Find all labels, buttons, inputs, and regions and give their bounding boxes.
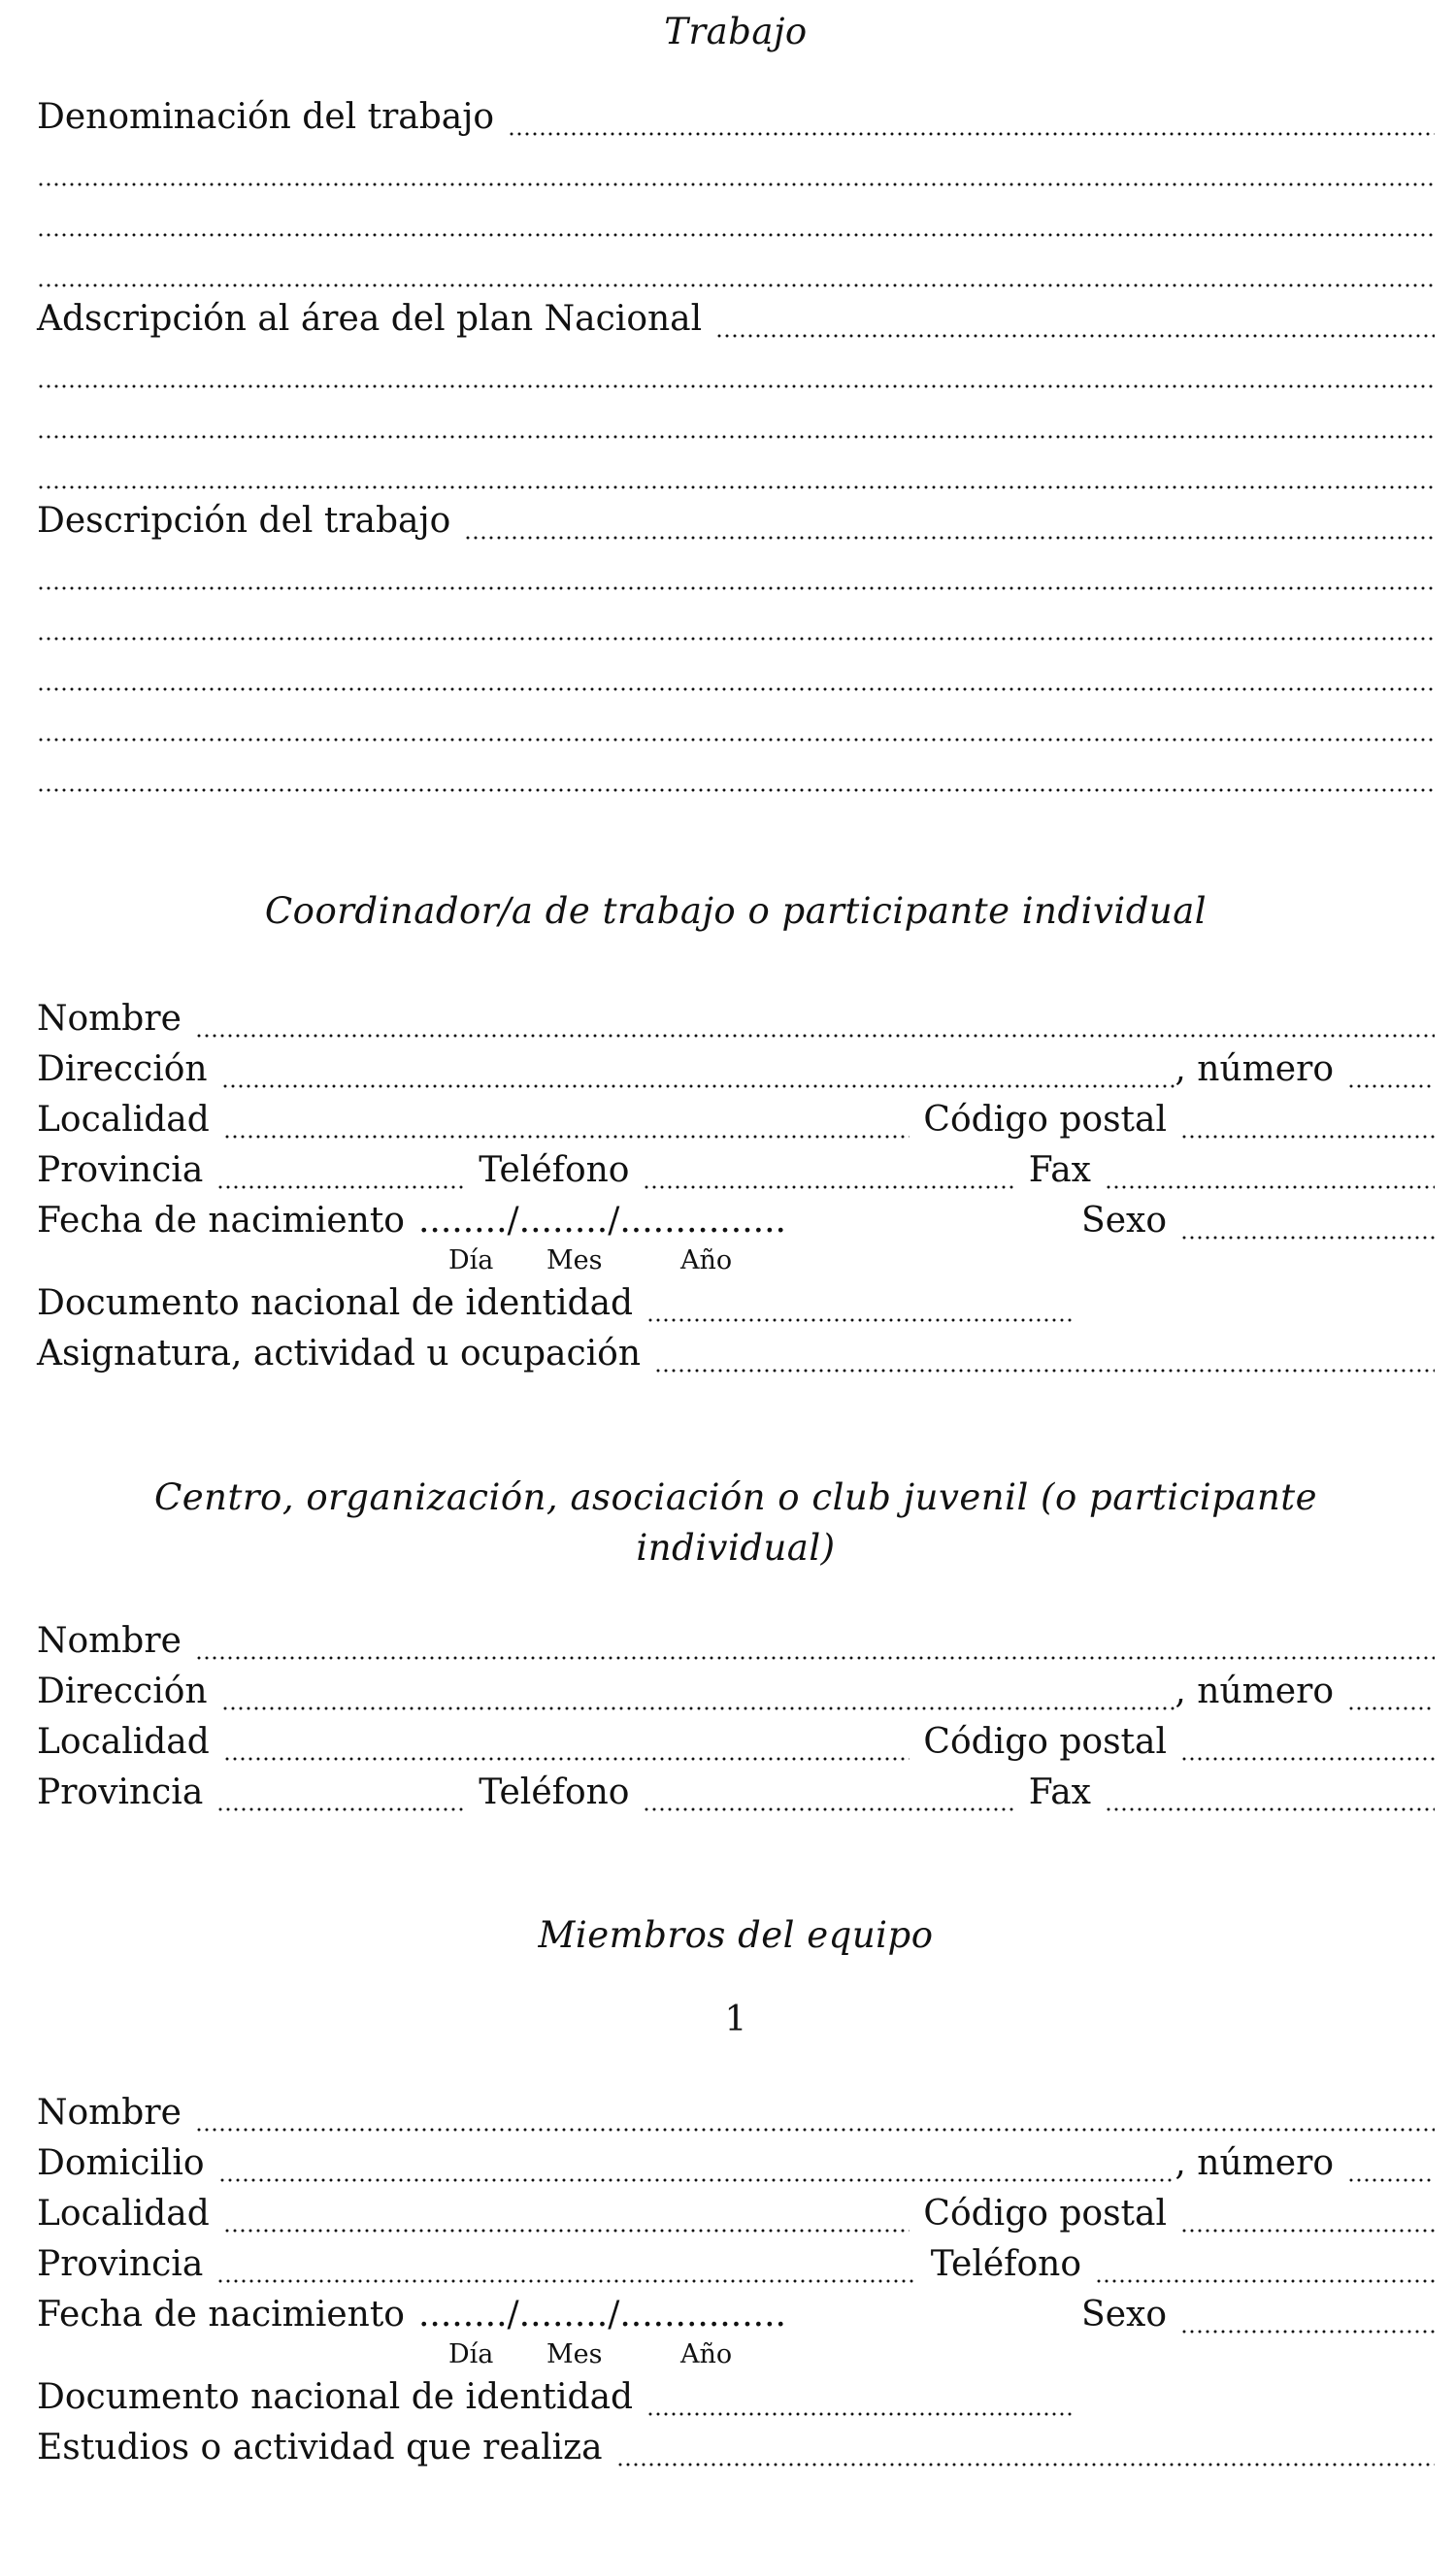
miembro-domicilio-row — [37, 2139, 1435, 2188]
miembro-dia-caption: Día — [448, 2339, 494, 2369]
miembro-localidad-row — [37, 2190, 1435, 2238]
centro-heading-line1: Centro, organización, asociación o club juvenil (o participante — [153, 1476, 1318, 1518]
descripcion-label: Descripción del trabajo — [37, 501, 451, 541]
miembro-sexo-field[interactable] — [1180, 2291, 1435, 2339]
coord-direccion-field[interactable] — [221, 1045, 1175, 1094]
coord-asignatura-label: Asignatura, actividad u ocupación — [37, 1334, 642, 1374]
coord-provincia-row — [37, 1146, 1435, 1195]
coord-provincia-field[interactable] — [216, 1146, 465, 1195]
coord-fecha-label: Fecha de nacimiento — [37, 1201, 405, 1241]
miembro-mes-caption: Mes — [546, 2339, 603, 2369]
coord-direccion-label: Dirección — [37, 1049, 208, 1089]
denominacion-line-4[interactable] — [37, 245, 1435, 293]
centro-direccion-field[interactable] — [221, 1668, 1175, 1716]
centro-heading-line2: individual) — [636, 1527, 836, 1569]
coord-asignatura-row — [37, 1330, 1435, 1378]
miembro-cp-label: Código postal — [923, 2194, 1167, 2234]
coord-fax-field[interactable] — [1105, 1146, 1435, 1195]
coord-dni-row — [37, 1279, 1435, 1328]
coord-localidad-field[interactable] — [223, 1096, 910, 1144]
centro-provincia-field[interactable] — [216, 1769, 465, 1817]
miembro-nombre-label: Nombre — [37, 2093, 182, 2133]
coord-asignatura-field[interactable] — [654, 1330, 1435, 1378]
miembro-numero-label: , número — [1175, 2143, 1334, 2183]
adscripcion-line-2[interactable] — [37, 346, 1435, 394]
coordinador-heading: Coordinador/a de trabajo o participante individual — [264, 890, 1208, 932]
miembro-provincia-label: Provincia — [37, 2244, 204, 2284]
centro-nombre-field[interactable] — [195, 1617, 1435, 1666]
miembro-telefono-label: Teléfono — [930, 2244, 1081, 2284]
descripcion-line-2[interactable] — [37, 547, 1435, 596]
coord-provincia-label: Provincia — [37, 1150, 204, 1190]
centro-telefono-field[interactable] — [643, 1769, 1014, 1817]
centro-direccion-label: Dirección — [37, 1672, 208, 1711]
coord-nombre-field[interactable] — [195, 995, 1435, 1043]
coord-telefono-label: Teléfono — [479, 1150, 630, 1190]
descripcion-row — [37, 497, 1435, 546]
adscripcion-label: Adscripción al área del plan Nacional — [37, 299, 703, 339]
miembros-heading: Miembros del equipo — [538, 1914, 934, 1956]
miembro-estudios-label: Estudios o actividad que realiza — [37, 2428, 603, 2467]
coord-dni-field[interactable] — [646, 1279, 1074, 1328]
centro-cp-label: Código postal — [923, 1722, 1167, 1762]
denominacion-row — [37, 93, 1435, 142]
coord-localidad-label: Localidad — [37, 1100, 210, 1140]
coord-direccion-row — [37, 1045, 1435, 1094]
coord-anio-caption: Año — [680, 1245, 733, 1275]
adscripcion-field[interactable] — [715, 295, 1435, 344]
coord-dia-caption: Día — [448, 1245, 494, 1275]
coord-localidad-row — [37, 1096, 1435, 1144]
coord-numero-label: , número — [1175, 1049, 1334, 1089]
adscripcion-line-4[interactable] — [37, 447, 1435, 495]
denominacion-line-2[interactable] — [37, 144, 1435, 192]
coord-nombre-row — [37, 995, 1435, 1043]
descripcion-line-4[interactable] — [37, 648, 1435, 697]
descripcion-line-6[interactable] — [37, 749, 1435, 798]
miembro-telefono-field[interactable] — [1095, 2240, 1435, 2289]
coord-telefono-field[interactable] — [643, 1146, 1014, 1195]
miembro-cp-field[interactable] — [1180, 2190, 1435, 2238]
centro-provincia-label: Provincia — [37, 1772, 204, 1812]
centro-numero-field[interactable] — [1347, 1668, 1435, 1716]
miembro-domicilio-field[interactable] — [218, 2139, 1175, 2188]
miembro-numero-field[interactable] — [1347, 2139, 1435, 2188]
coord-sexo-label: Sexo — [1081, 1201, 1167, 1241]
miembro-fecha-row — [37, 2291, 1435, 2339]
miembro-provincia-field[interactable] — [216, 2240, 917, 2289]
miembro-estudios-row — [37, 2424, 1435, 2472]
centro-direccion-row — [37, 1668, 1435, 1716]
centro-localidad-label: Localidad — [37, 1722, 210, 1762]
centro-localidad-row — [37, 1718, 1435, 1767]
centro-localidad-field[interactable] — [223, 1718, 910, 1767]
miembro-sexo-label: Sexo — [1081, 2295, 1167, 2335]
centro-fax-field[interactable] — [1105, 1769, 1435, 1817]
coord-cp-label: Código postal — [923, 1100, 1167, 1140]
miembro-provincia-row — [37, 2240, 1435, 2289]
form-page — [37, 0, 1435, 2550]
miembro-localidad-label: Localidad — [37, 2194, 210, 2234]
adscripcion-line-3[interactable] — [37, 396, 1435, 445]
miembro-domicilio-label: Domicilio — [37, 2143, 205, 2183]
coord-fecha-field[interactable]: ......../......../............... — [417, 1201, 786, 1241]
miembro-dni-row — [37, 2373, 1435, 2422]
coord-fecha-row — [37, 1197, 1435, 1245]
miembro-localidad-field[interactable] — [223, 2190, 910, 2238]
centro-nombre-label: Nombre — [37, 1621, 182, 1661]
coord-cp-field[interactable] — [1180, 1096, 1435, 1144]
denominacion-label: Denominación del trabajo — [37, 97, 495, 137]
descripcion-line-5[interactable] — [37, 699, 1435, 747]
miembro-nombre-row — [37, 2089, 1435, 2137]
centro-cp-field[interactable] — [1180, 1718, 1435, 1767]
coord-fax-label: Fax — [1028, 1150, 1091, 1190]
coord-numero-field[interactable] — [1347, 1045, 1435, 1094]
denominacion-field[interactable] — [508, 93, 1435, 142]
miembro-estudios-field[interactable] — [616, 2424, 1435, 2472]
adscripcion-row — [37, 295, 1435, 344]
coord-dni-label: Documento nacional de identidad — [37, 1283, 634, 1323]
coord-nombre-label: Nombre — [37, 999, 182, 1039]
coord-sexo-field[interactable] — [1180, 1197, 1435, 1245]
miembro-dni-label: Documento nacional de identidad — [37, 2377, 634, 2417]
centro-provincia-row — [37, 1769, 1435, 1817]
coord-mes-caption: Mes — [546, 1245, 603, 1275]
centro-telefono-label: Teléfono — [479, 1772, 630, 1812]
centro-nombre-row — [37, 1617, 1435, 1666]
trabajo-heading: Trabajo — [664, 11, 808, 52]
descripcion-line-3[interactable] — [37, 598, 1435, 646]
miembro-anio-caption: Año — [680, 2339, 733, 2369]
miembro-dni-field[interactable] — [646, 2373, 1074, 2422]
miembro-nombre-field[interactable] — [195, 2089, 1435, 2137]
centro-numero-label: , número — [1175, 1672, 1334, 1711]
miembro-fecha-label: Fecha de nacimiento — [37, 2295, 405, 2335]
denominacion-line-3[interactable] — [37, 194, 1435, 243]
miembro-fecha-field[interactable]: ......../......../............... — [417, 2295, 786, 2335]
centro-fax-label: Fax — [1028, 1772, 1091, 1812]
descripcion-field[interactable] — [464, 497, 1435, 546]
member-number: 1 — [724, 2000, 747, 2039]
